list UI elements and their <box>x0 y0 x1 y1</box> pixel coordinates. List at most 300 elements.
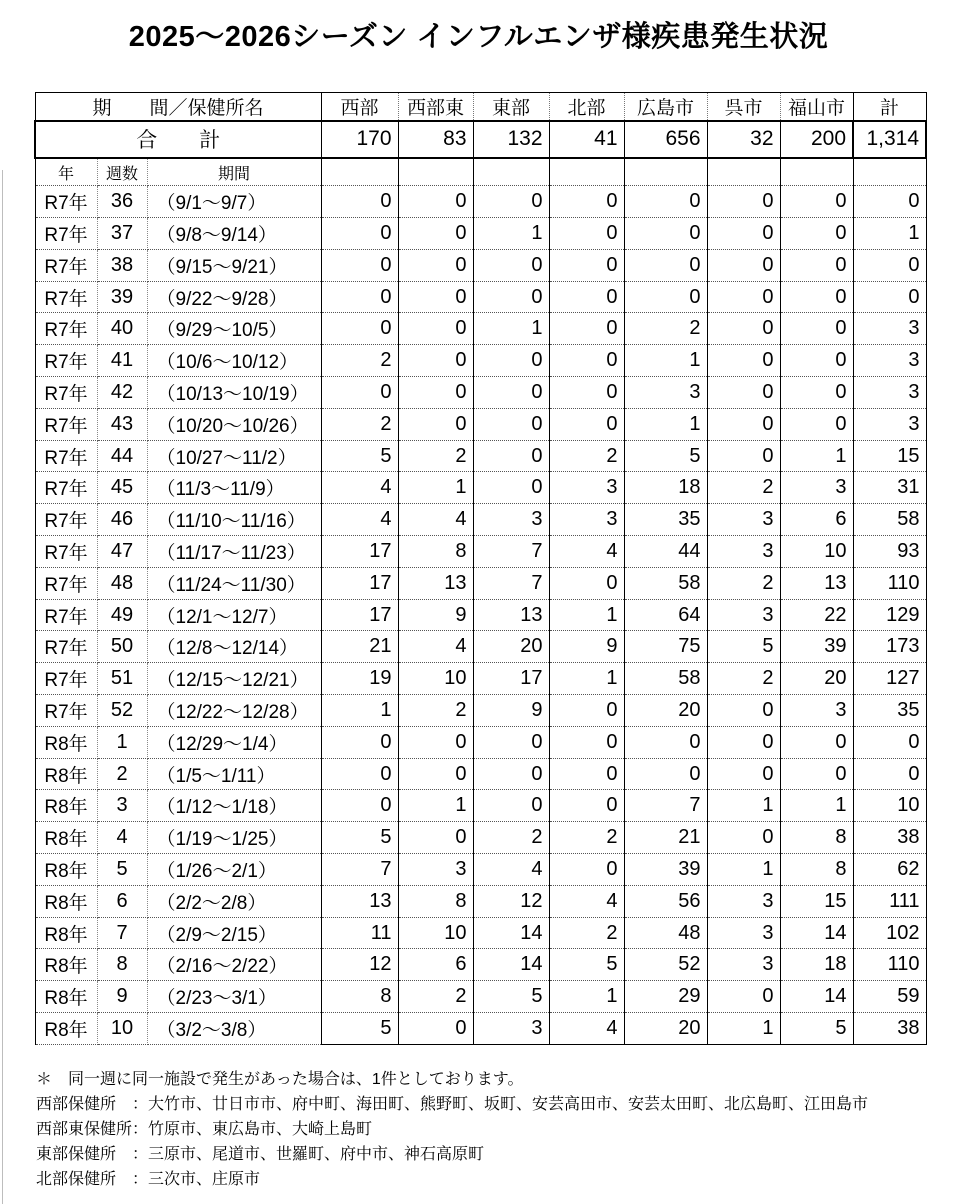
value-cell: 2 <box>549 440 624 472</box>
value-cell: 0 <box>780 313 853 345</box>
value-cell: 1 <box>624 345 707 377</box>
subheader-row <box>35 158 926 186</box>
year-cell: R8年 <box>35 949 97 981</box>
value-cell: 0 <box>321 790 398 822</box>
value-cell: 127 <box>853 663 926 695</box>
table-row <box>35 440 926 472</box>
influenza-weekly-table <box>34 92 927 1045</box>
year-cell: R8年 <box>35 790 97 822</box>
value-cell: 0 <box>780 758 853 790</box>
week-cell: 3 <box>97 790 147 822</box>
value-cell: 38 <box>853 822 926 854</box>
value-cell: 0 <box>707 822 780 854</box>
value-cell: 8 <box>398 536 473 568</box>
value-cell: 8 <box>321 981 398 1013</box>
value-cell: 20 <box>624 1013 707 1045</box>
subheader-empty-cell <box>624 158 707 186</box>
value-cell: 0 <box>549 377 624 409</box>
value-cell: 3 <box>707 599 780 631</box>
value-cell: 0 <box>549 790 624 822</box>
value-cell: 0 <box>707 726 780 758</box>
value-cell: 0 <box>707 440 780 472</box>
value-cell: 4 <box>321 504 398 536</box>
value-cell: 1 <box>780 790 853 822</box>
header-row <box>35 92 926 121</box>
value-cell: 0 <box>624 186 707 218</box>
value-cell: 0 <box>853 249 926 281</box>
value-cell: 56 <box>624 885 707 917</box>
total-value-cell: 132 <box>473 121 549 158</box>
value-cell: 20 <box>473 631 549 663</box>
value-cell: 21 <box>321 631 398 663</box>
table-row <box>35 822 926 854</box>
value-cell: 35 <box>624 504 707 536</box>
value-cell: 22 <box>780 599 853 631</box>
value-cell: 0 <box>549 695 624 727</box>
year-cell: R7年 <box>35 695 97 727</box>
value-cell: 102 <box>853 917 926 949</box>
value-cell: 9 <box>549 631 624 663</box>
value-cell: 17 <box>321 567 398 599</box>
value-cell: 12 <box>473 885 549 917</box>
column-header: 東部 <box>473 92 549 121</box>
value-cell: 9 <box>473 695 549 727</box>
value-cell: 1 <box>780 440 853 472</box>
value-cell: 0 <box>624 249 707 281</box>
period-cell: （2/2～2/8） <box>147 885 321 917</box>
value-cell: 93 <box>853 536 926 568</box>
value-cell: 5 <box>780 1013 853 1045</box>
value-cell: 7 <box>473 567 549 599</box>
value-cell: 0 <box>707 981 780 1013</box>
value-cell: 0 <box>780 408 853 440</box>
value-cell: 59 <box>853 981 926 1013</box>
year-cell: R8年 <box>35 726 97 758</box>
value-cell: 5 <box>624 440 707 472</box>
value-cell: 1 <box>549 981 624 1013</box>
period-cell: （3/2～3/8） <box>147 1013 321 1045</box>
value-cell: 0 <box>398 822 473 854</box>
value-cell: 10 <box>853 790 926 822</box>
value-cell: 14 <box>780 981 853 1013</box>
value-cell: 3 <box>473 1013 549 1045</box>
year-cell: R7年 <box>35 408 97 440</box>
subheader-empty-cell <box>473 158 549 186</box>
table-row <box>35 917 926 949</box>
subheader-empty-cell <box>549 158 624 186</box>
value-cell: 1 <box>853 218 926 250</box>
value-cell: 6 <box>780 504 853 536</box>
table-row <box>35 567 926 599</box>
period-cell: （1/12～1/18） <box>147 790 321 822</box>
value-cell: 0 <box>321 281 398 313</box>
value-cell: 13 <box>780 567 853 599</box>
value-cell: 10 <box>398 917 473 949</box>
value-cell: 0 <box>321 377 398 409</box>
total-value-cell: 1,314 <box>853 121 926 158</box>
value-cell: 0 <box>549 345 624 377</box>
value-cell: 1 <box>549 599 624 631</box>
total-row <box>35 121 926 158</box>
value-cell: 2 <box>321 408 398 440</box>
value-cell: 3 <box>853 313 926 345</box>
value-cell: 1 <box>398 790 473 822</box>
year-cell: R7年 <box>35 345 97 377</box>
week-cell: 47 <box>97 536 147 568</box>
value-cell: 14 <box>473 917 549 949</box>
value-cell: 111 <box>853 885 926 917</box>
value-cell: 0 <box>780 249 853 281</box>
value-cell: 8 <box>780 854 853 886</box>
value-cell: 4 <box>549 536 624 568</box>
value-cell: 0 <box>549 408 624 440</box>
total-value-cell: 41 <box>549 121 624 158</box>
value-cell: 0 <box>398 249 473 281</box>
value-cell: 4 <box>549 1013 624 1045</box>
value-cell: 7 <box>624 790 707 822</box>
value-cell: 0 <box>549 854 624 886</box>
value-cell: 0 <box>780 377 853 409</box>
value-cell: 1 <box>473 313 549 345</box>
value-cell: 0 <box>398 313 473 345</box>
value-cell: 0 <box>398 377 473 409</box>
value-cell: 1 <box>321 695 398 727</box>
value-cell: 0 <box>780 726 853 758</box>
note-north-hc: 北部保健所 ：三次市、庄原市 <box>36 1170 261 1188</box>
value-cell: 0 <box>473 281 549 313</box>
week-cell: 6 <box>97 885 147 917</box>
table-row <box>35 599 926 631</box>
year-cell: R7年 <box>35 249 97 281</box>
table-row <box>35 472 926 504</box>
value-cell: 29 <box>624 981 707 1013</box>
value-cell: 3 <box>853 345 926 377</box>
week-cell: 7 <box>97 917 147 949</box>
value-cell: 3 <box>707 885 780 917</box>
value-cell: 13 <box>473 599 549 631</box>
value-cell: 0 <box>707 186 780 218</box>
value-cell: 5 <box>321 440 398 472</box>
period-cell: （12/22～12/28） <box>147 695 321 727</box>
value-cell: 0 <box>549 567 624 599</box>
value-cell: 0 <box>398 1013 473 1045</box>
value-cell: 0 <box>853 186 926 218</box>
value-cell: 10 <box>398 663 473 695</box>
year-cell: R8年 <box>35 822 97 854</box>
subheader-empty-cell <box>853 158 926 186</box>
value-cell: 5 <box>321 1013 398 1045</box>
table-row <box>35 790 926 822</box>
value-cell: 0 <box>549 726 624 758</box>
value-cell: 0 <box>549 281 624 313</box>
value-cell: 15 <box>780 885 853 917</box>
value-cell: 10 <box>780 536 853 568</box>
period-cell: （10/27～11/2） <box>147 440 321 472</box>
value-cell: 129 <box>853 599 926 631</box>
table-row <box>35 186 926 218</box>
value-cell: 7 <box>473 536 549 568</box>
value-cell: 6 <box>398 949 473 981</box>
table-row <box>35 758 926 790</box>
table-row <box>35 281 926 313</box>
period-cell: （2/16～2/22） <box>147 949 321 981</box>
value-cell: 0 <box>549 758 624 790</box>
week-cell: 51 <box>97 663 147 695</box>
subheader-empty-cell <box>780 158 853 186</box>
value-cell: 62 <box>853 854 926 886</box>
column-header: 計 <box>853 92 926 121</box>
week-cell: 36 <box>97 186 147 218</box>
value-cell: 0 <box>707 281 780 313</box>
value-cell: 11 <box>321 917 398 949</box>
period-cell: （10/6～10/12） <box>147 345 321 377</box>
value-cell: 52 <box>624 949 707 981</box>
table-row <box>35 345 926 377</box>
value-cell: 0 <box>780 345 853 377</box>
period-cell: （12/15～12/21） <box>147 663 321 695</box>
value-cell: 3 <box>707 536 780 568</box>
value-cell: 0 <box>549 218 624 250</box>
period-cell: （2/23～3/1） <box>147 981 321 1013</box>
year-cell: R7年 <box>35 440 97 472</box>
week-cell: 8 <box>97 949 147 981</box>
value-cell: 19 <box>321 663 398 695</box>
year-cell: R7年 <box>35 599 97 631</box>
page <box>0 20 957 1192</box>
total-value-cell: 83 <box>398 121 473 158</box>
value-cell: 0 <box>624 726 707 758</box>
value-cell: 0 <box>473 790 549 822</box>
subheader-empty-cell <box>707 158 780 186</box>
year-cell: R8年 <box>35 1013 97 1045</box>
column-header: 福山市 <box>780 92 853 121</box>
week-cell: 44 <box>97 440 147 472</box>
year-cell: R7年 <box>35 567 97 599</box>
value-cell: 0 <box>473 408 549 440</box>
note-west-east-hc: 西部東保健所：竹原市、東広島市、大崎上島町 <box>36 1120 373 1138</box>
value-cell: 1 <box>398 472 473 504</box>
period-cell: （1/19～1/25） <box>147 822 321 854</box>
value-cell: 12 <box>321 949 398 981</box>
total-value-cell: 656 <box>624 121 707 158</box>
note-west-hc: 西部保健所 ：大竹市、廿日市市、府中町、海田町、熊野町、坂町、安芸高田市、安芸太田町、北広島町、江田島市 <box>36 1095 869 1113</box>
week-cell: 43 <box>97 408 147 440</box>
column-header: 西部 <box>321 92 398 121</box>
value-cell: 8 <box>398 885 473 917</box>
value-cell: 1 <box>707 790 780 822</box>
value-cell: 3 <box>473 504 549 536</box>
week-cell: 38 <box>97 249 147 281</box>
year-cell: R7年 <box>35 536 97 568</box>
value-cell: 0 <box>853 758 926 790</box>
period-cell: （12/8～12/14） <box>147 631 321 663</box>
value-cell: 39 <box>624 854 707 886</box>
value-cell: 2 <box>398 981 473 1013</box>
value-cell: 5 <box>321 822 398 854</box>
year-cell: R7年 <box>35 186 97 218</box>
value-cell: 0 <box>624 281 707 313</box>
year-cell: R7年 <box>35 472 97 504</box>
value-cell: 0 <box>707 377 780 409</box>
period-cell: （9/22～9/28） <box>147 281 321 313</box>
value-cell: 110 <box>853 567 926 599</box>
value-cell: 58 <box>624 663 707 695</box>
window-edge-line <box>2 170 3 1204</box>
value-cell: 17 <box>473 663 549 695</box>
value-cell: 0 <box>473 377 549 409</box>
value-cell: 0 <box>549 186 624 218</box>
note-east-hc: 東部保健所 ：三原市、尾道市、世羅町、府中市、神石高原町 <box>36 1145 485 1163</box>
table-row <box>35 408 926 440</box>
week-cell: 45 <box>97 472 147 504</box>
value-cell: 9 <box>398 599 473 631</box>
week-cell: 2 <box>97 758 147 790</box>
value-cell: 0 <box>398 218 473 250</box>
period-cell: （11/17～11/23） <box>147 536 321 568</box>
value-cell: 0 <box>398 345 473 377</box>
table-row <box>35 536 926 568</box>
value-cell: 0 <box>707 408 780 440</box>
week-cell: 41 <box>97 345 147 377</box>
value-cell: 0 <box>853 281 926 313</box>
value-cell: 5 <box>473 981 549 1013</box>
value-cell: 14 <box>473 949 549 981</box>
value-cell: 48 <box>624 917 707 949</box>
subheader-week: 週数 <box>97 158 147 186</box>
period-cell: （9/8～9/14） <box>147 218 321 250</box>
table-row <box>35 663 926 695</box>
value-cell: 14 <box>780 917 853 949</box>
value-cell: 2 <box>398 440 473 472</box>
table-row <box>35 249 926 281</box>
value-cell: 0 <box>321 249 398 281</box>
value-cell: 3 <box>707 917 780 949</box>
value-cell: 2 <box>707 472 780 504</box>
value-cell: 0 <box>321 313 398 345</box>
value-cell: 2 <box>398 695 473 727</box>
period-cell: （9/29～10/5） <box>147 313 321 345</box>
value-cell: 2 <box>473 822 549 854</box>
value-cell: 3 <box>853 377 926 409</box>
week-cell: 49 <box>97 599 147 631</box>
value-cell: 18 <box>624 472 707 504</box>
value-cell: 2 <box>549 917 624 949</box>
year-cell: R7年 <box>35 663 97 695</box>
subheader-empty-cell <box>321 158 398 186</box>
value-cell: 58 <box>853 504 926 536</box>
value-cell: 64 <box>624 599 707 631</box>
value-cell: 0 <box>624 218 707 250</box>
value-cell: 0 <box>780 186 853 218</box>
value-cell: 2 <box>321 345 398 377</box>
value-cell: 1 <box>624 408 707 440</box>
year-cell: R8年 <box>35 885 97 917</box>
year-cell: R7年 <box>35 313 97 345</box>
value-cell: 4 <box>321 472 398 504</box>
subheader-empty-cell <box>398 158 473 186</box>
value-cell: 0 <box>473 249 549 281</box>
week-cell: 42 <box>97 377 147 409</box>
value-cell: 0 <box>321 218 398 250</box>
table-row <box>35 377 926 409</box>
value-cell: 0 <box>549 313 624 345</box>
table-row <box>35 218 926 250</box>
period-cell: （11/10～11/16） <box>147 504 321 536</box>
value-cell: 0 <box>398 726 473 758</box>
column-header: 広島市 <box>624 92 707 121</box>
value-cell: 0 <box>398 758 473 790</box>
week-cell: 4 <box>97 822 147 854</box>
value-cell: 1 <box>707 1013 780 1045</box>
period-cell: （10/13～10/19） <box>147 377 321 409</box>
table-row <box>35 726 926 758</box>
page-title: 2025～2026シーズン インフルエンザ様疾患発生状況 <box>128 21 829 53</box>
value-cell: 20 <box>780 663 853 695</box>
subheader-year: 年 <box>35 158 97 186</box>
value-cell: 20 <box>624 695 707 727</box>
value-cell: 0 <box>707 313 780 345</box>
value-cell: 31 <box>853 472 926 504</box>
value-cell: 1 <box>473 218 549 250</box>
column-header: 呉市 <box>707 92 780 121</box>
note-asterisk: ＊ 同一週に同一施設で発生があった場合は、1件としております。 <box>36 1070 524 1088</box>
year-cell: R7年 <box>35 218 97 250</box>
year-cell: R7年 <box>35 281 97 313</box>
footnotes <box>36 1067 957 1192</box>
week-cell: 46 <box>97 504 147 536</box>
value-cell: 8 <box>780 822 853 854</box>
value-cell: 0 <box>624 758 707 790</box>
period-cell: （2/9～2/15） <box>147 917 321 949</box>
table-row <box>35 504 926 536</box>
value-cell: 0 <box>321 186 398 218</box>
week-cell: 10 <box>97 1013 147 1045</box>
value-cell: 0 <box>707 345 780 377</box>
table-row <box>35 981 926 1013</box>
value-cell: 0 <box>707 758 780 790</box>
value-cell: 3 <box>398 854 473 886</box>
value-cell: 4 <box>398 631 473 663</box>
year-cell: R7年 <box>35 504 97 536</box>
table-body <box>35 186 926 1045</box>
week-cell: 48 <box>97 567 147 599</box>
value-cell: 0 <box>473 758 549 790</box>
week-cell: 9 <box>97 981 147 1013</box>
value-cell: 1 <box>707 854 780 886</box>
table-row <box>35 1013 926 1045</box>
value-cell: 2 <box>624 313 707 345</box>
value-cell: 17 <box>321 536 398 568</box>
value-cell: 3 <box>624 377 707 409</box>
year-cell: R7年 <box>35 631 97 663</box>
period-cell: （12/1～12/7） <box>147 599 321 631</box>
value-cell: 0 <box>780 281 853 313</box>
value-cell: 7 <box>321 854 398 886</box>
period-cell: （10/20～10/26） <box>147 408 321 440</box>
week-cell: 37 <box>97 218 147 250</box>
value-cell: 13 <box>321 885 398 917</box>
week-cell: 40 <box>97 313 147 345</box>
table-row <box>35 885 926 917</box>
value-cell: 0 <box>473 726 549 758</box>
year-cell: R8年 <box>35 917 97 949</box>
value-cell: 0 <box>707 249 780 281</box>
value-cell: 4 <box>398 504 473 536</box>
value-cell: 38 <box>853 1013 926 1045</box>
total-value-cell: 200 <box>780 121 853 158</box>
value-cell: 18 <box>780 949 853 981</box>
value-cell: 4 <box>473 854 549 886</box>
